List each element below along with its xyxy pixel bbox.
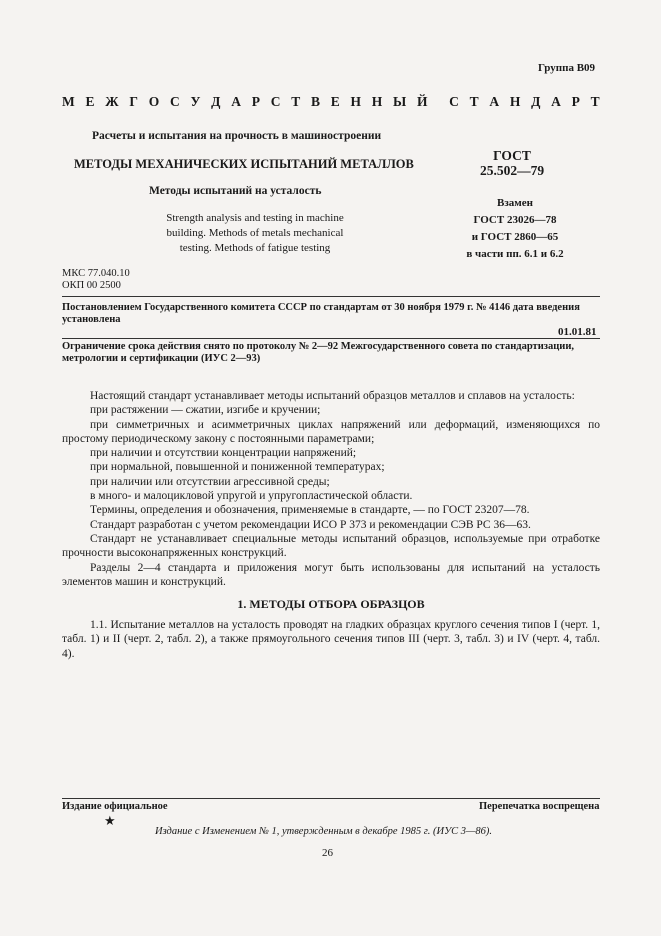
english-title-line: building. Methods of metals mechanical [166,227,344,239]
banner-letter: С [270,94,281,109]
english-title-line: Strength analysis and testing in machine [166,212,344,224]
official-edition: Издание официальное [62,801,168,812]
footer-divider [62,798,600,799]
body-paragraph: при нормальной, повышенной и пониженной температурах; [90,461,385,474]
replaces-block [440,195,590,263]
section-heading: 1. МЕТОДЫ ОТБОРА ОБРАЗЦОВ [237,597,425,611]
banner-letter: О [148,94,160,109]
banner-letter: Е [85,94,95,109]
banner-letter: А [231,94,241,109]
classification-codes [62,268,130,292]
edition-change-note: Издание с Изменением № 1, утвержденным в декабре 1985 г. (ИУС 3—86). [155,826,492,837]
banner-letter: Д [211,94,221,109]
body-text [62,389,600,589]
banner-letter: Н [371,94,383,109]
replaces-gost-1: ГОСТ 23026—78 [473,214,557,226]
banner-letter: Ж [105,94,119,109]
banner-letter: Р [571,94,580,109]
english-title-line: testing. Methods of fatigue testing [179,242,331,254]
banner-letter: Ы [393,94,407,109]
banner-letter: Н [509,94,521,109]
body-paragraph: при растяжении — сжатии, изгибе и кручении; [90,404,321,417]
body-paragraph: Стандарт разработан с учетом рекомендации ИСО Р 373 и рекомендации СЭВ РС 36—63. [90,518,531,531]
banner-letter: Т [469,94,479,109]
interstate-standard-banner [62,94,600,110]
body-paragraph: при наличии и отсутствии концентрации напряжений; [90,447,357,460]
banner-letter: Й [417,94,428,109]
limitation-text: Ограничение срока действия снято по протоколу № 2—92 Межгосударственного совета по стандартизации, метрологии и сертификации (ИУС 2—93) [62,341,575,364]
gost-number [476,148,548,178]
section-text [62,618,600,661]
banner-letter: У [190,94,201,109]
body-paragraph: Разделы 2—4 стандарта и приложения могут быть использованы для испытаний на усталость элементов машин и конструкций. [62,561,600,588]
body-paragraph: при наличии или отсутствии агрессивной среды; [90,475,330,488]
paragraph-1-1: 1.1. Испытание металлов на усталость проводят на гладких образцах круглого сечения типов I (черт. 1, табл. 1) и II (черт. 2, табл. 2), а также прямоугольного сечения типов III (черт. 3, табл. 3) и IV (черт. 4, табл. 4). [62,619,600,660]
divider [62,296,600,297]
body-paragraph: Термины, определения и обозначения, применяемые в стандарте, — по ГОСТ 23207—78. [90,504,530,517]
document-title: МЕТОДЫ МЕХАНИЧЕСКИХ ИСПЫТАНИЙ МЕТАЛЛОВ [74,157,414,171]
replaces-label: Взамен [497,197,533,209]
banner-letter: М [62,94,75,109]
mks-code: МКС 77.040.10 [62,268,130,279]
banner-letter: Н [350,94,362,109]
effective-date: 01.01.81 [558,326,597,338]
banner-letter: А [489,94,500,109]
banner-letter: Г [129,94,138,109]
banner-letter: В [310,94,320,109]
replaces-gost-2: и ГОСТ 2860—65 [471,231,559,243]
gost-label: ГОСТ [493,148,531,163]
body-paragraph: в много- и малоцикловой упругой и упругопластической области. [90,490,413,503]
banner-letter: Д [531,94,541,109]
group-code: Группа В09 [538,62,596,74]
banner-letter: Р [251,94,260,109]
replaces-clauses: в части пп. 6.1 и 6.2 [466,248,564,260]
document-subtitle: Методы испытаний на усталость [149,185,322,197]
body-paragraph: Настоящий стандарт устанавливает методы испытаний образцов металлов и сплавов на усталость: [90,390,575,402]
banner-letter: С [449,94,459,109]
english-title [145,211,365,256]
banner-letter: С [169,94,180,109]
reprint-prohibited: Перепечатка воспрещена [479,801,600,812]
star-icon: ★ [104,813,116,828]
banner-letter: Т [291,94,301,109]
body-paragraph: при симметричных и асимметричных циклах напряжений или деформаций, изменяющихся по простому периодическому закону с постоянными параметрами; [62,418,600,445]
okp-code: ОКП 00 2500 [62,280,121,291]
body-paragraph: Стандарт не устанавливает специальные методы испытаний образцов, используемые при отработке прочности высоконапряженных конструкций. [62,532,600,560]
banner-letter: Т [590,94,600,109]
gost-code: 25.502—79 [479,163,545,178]
page-number: 26 [322,847,333,859]
banner-letter: А [551,94,561,109]
banner-letter: Е [330,94,340,109]
divider [62,338,600,339]
decree-text: Постановлением Государственного комитета СССР по стандартам от 30 ноября 1979 г. № 4146 дата введения установлена [62,302,580,325]
subtitle-category: Расчеты и испытания на прочность в машиностроении [92,130,382,142]
